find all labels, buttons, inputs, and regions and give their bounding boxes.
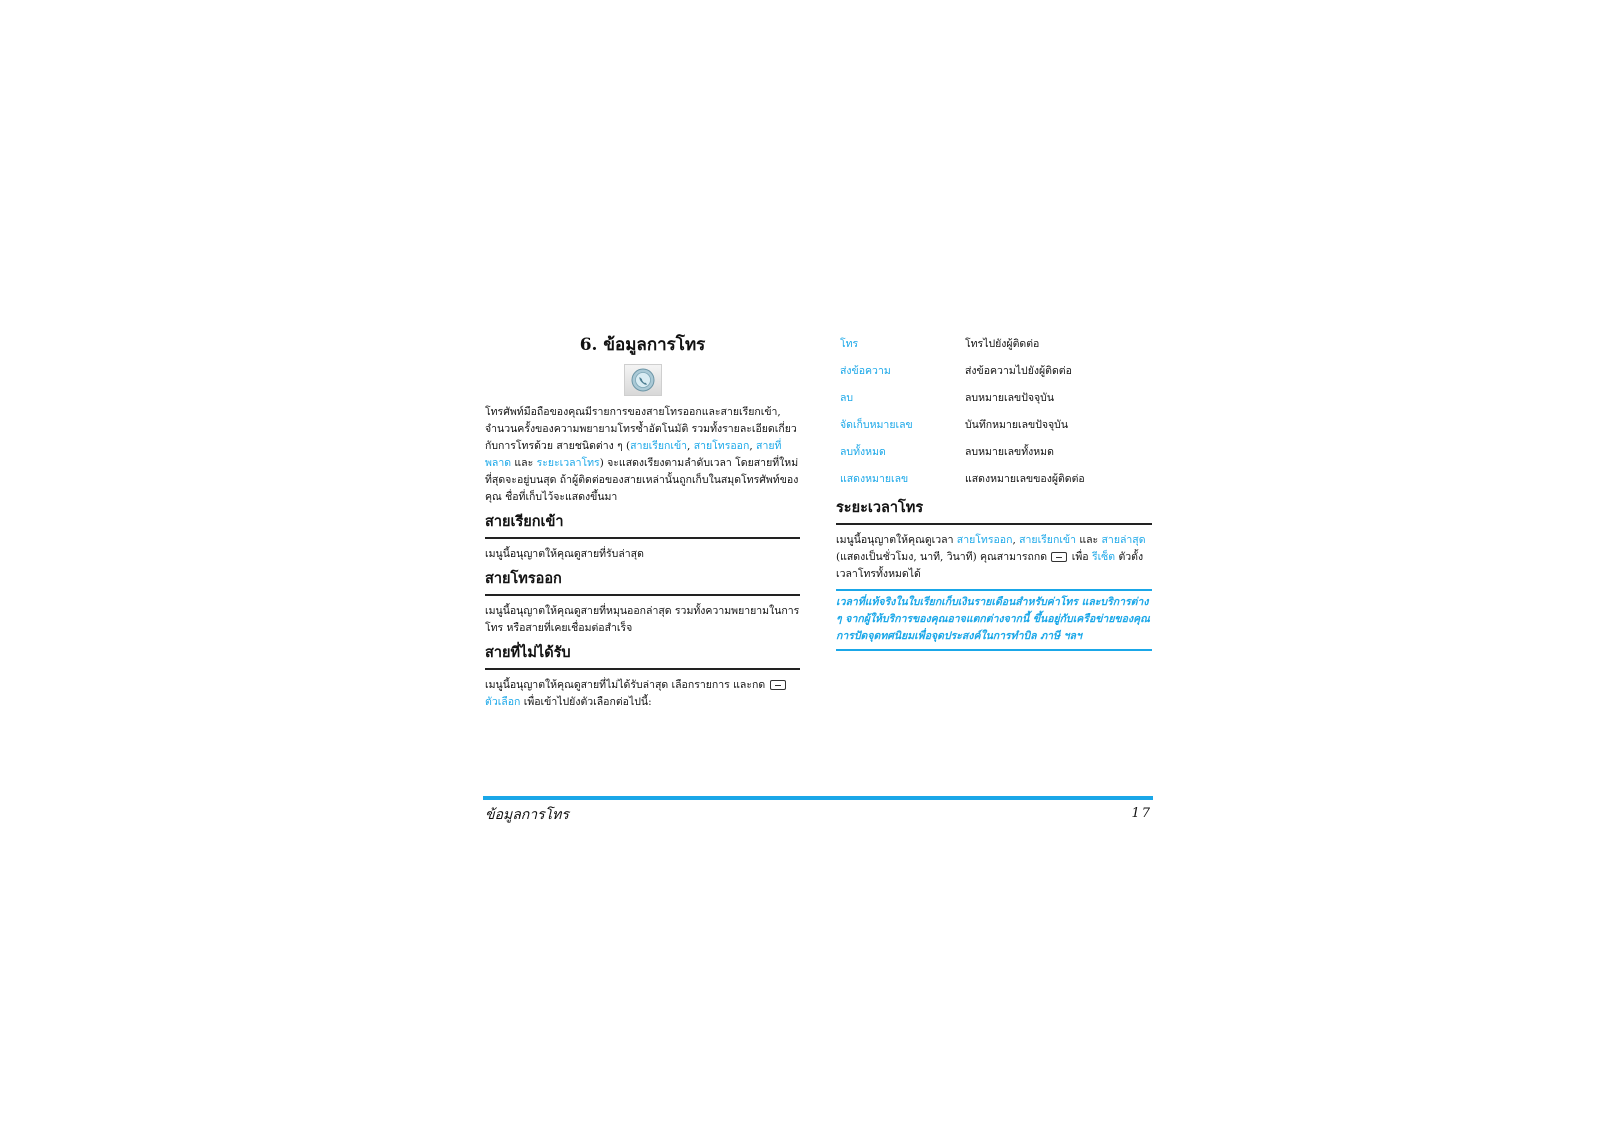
intro-text-2: ) จะแสดงเรียงตามลำดับเวลา โดยสายที่ใหม่ที่สุดจะอยู่บนสุด ถ้าผู้ติดต่อของสายเหล่านั้นถูกเก็บในสมุดโทรศัพท์ของคุณ ชื่อที่เก็บไว้จะแสดงขึ้นมา [485, 457, 799, 503]
page-number: 17 [1131, 806, 1152, 821]
note-box: เวลาที่แท้จริงในใบเรียกเก็บเงินรายเดือนสำหรับค่าโทร และบริการต่าง ๆ จากผู้ให้บริการของคุณอาจแตกต่างจากนี้ ขึ้นอยู่กับเครือข่ายของคุณ การปัดจุดทศนิยมเพื่อจุดประสงค์ในการทำบิล ภาษี ฯลฯ [836, 589, 1152, 651]
option-row[interactable] [836, 465, 1106, 492]
options-link[interactable]: ตัวเลือก [485, 696, 521, 708]
option-name[interactable]: จัดเก็บหมายเลข [840, 419, 913, 431]
option-description: แสดงหมายเลขของผู้ติดต่อ [965, 473, 1085, 485]
option-row[interactable] [836, 357, 1106, 384]
outgoing-calls-link[interactable]: สายโทรออก [693, 440, 750, 452]
option-row[interactable] [836, 438, 1106, 465]
options-table [836, 330, 1106, 492]
outgoing-calls-body: เมนูนี้อนุญาตให้คุณดูสายที่หมุนออกล่าสุด รวมทั้งความพยายามในการโทร หรือสายที่เคยเชื่อมต่อสำเร็จ [485, 605, 800, 634]
option-row[interactable] [836, 411, 1106, 438]
intro-sep-3: และ [511, 457, 537, 469]
intro-sep-1: , [687, 440, 694, 452]
incoming-calls-link[interactable]: สายเรียกเข้า [630, 440, 688, 452]
call-duration-heading: ระยะเวลาโทร [836, 497, 1152, 525]
duration-outgoing-link[interactable]: สายโทรออก [956, 534, 1013, 546]
option-name[interactable]: แสดงหมายเลข [840, 473, 909, 485]
option-name[interactable]: ลบ [840, 392, 854, 404]
duration-sep-2: และ [1075, 534, 1102, 546]
missed-calls-heading: สายที่ไม่ได้รับ [485, 642, 800, 670]
missed-calls-link[interactable]: สายที่พลาด [485, 440, 782, 469]
option-description: บันทึกหมายเลขปัจจุบัน [965, 419, 1069, 431]
intro-paragraph [485, 404, 800, 506]
option-description: ลบหมายเลขปัจจุบัน [965, 392, 1055, 404]
duration-text-1: เมนูนี้อนุญาตให้คุณดูเวลา [836, 534, 957, 546]
reset-link[interactable]: รีเซ็ต [1091, 551, 1116, 563]
right-column [836, 330, 1152, 651]
duration-incoming-link[interactable]: สายเรียกเข้า [1019, 534, 1076, 546]
chapter-title: 6. ข้อมูลการโทร [579, 335, 706, 355]
softkey-icon [1051, 552, 1067, 562]
duration-text-3: เพื่อ [1068, 551, 1092, 563]
incoming-calls-body: เมนูนี้อนุญาตให้คุณดูสายที่รับล่าสุด [485, 548, 644, 560]
call-duration-body [836, 532, 1152, 583]
option-row[interactable] [836, 384, 1106, 411]
duration-text-4: ตัวตั้งเวลาโทรทั้งหมดได้ [836, 551, 1144, 580]
intro-sep-2: , [749, 440, 757, 452]
option-name[interactable]: ส่งข้อความ [840, 365, 891, 377]
missed-body-text-2: เพื่อเข้าไปยังตัวเลือกต่อไปนี้: [520, 696, 652, 708]
option-description: โทรไปยังผู้ติดต่อ [965, 338, 1040, 350]
option-description: ส่งข้อความไปยังผู้ติดต่อ [965, 365, 1072, 377]
option-name[interactable]: ลบทั้งหมด [840, 446, 886, 458]
footer-section-title: ข้อมูลการโทร [485, 807, 569, 823]
intro-text-1: โทรศัพท์มือถือของคุณมีรายการของสายโทรออกและสายเรียกเข้า, จำนวนครั้งของความพยายามโทรซ้ำอัตโนมัติ รวมทั้งรายละเอียดเกี่ยวกับการโทรด้วย สายชนิดต่าง ๆ ( [485, 406, 797, 452]
call-duration-link[interactable]: ระยะเวลาโทร [536, 457, 600, 469]
incoming-calls-heading: สายเรียกเข้า [485, 511, 800, 539]
option-row[interactable] [836, 330, 1106, 357]
missed-calls-body [485, 677, 800, 711]
phone-log-icon [624, 364, 662, 396]
option-description: ลบหมายเลขทั้งหมด [965, 446, 1054, 458]
missed-body-text-1: เมนูนี้อนุญาตให้คุณดูสายที่ไม่ได้รับล่าสุด เลือกรายการ และกด [485, 679, 769, 691]
outgoing-calls-heading: สายโทรออก [485, 568, 800, 596]
footer-rule [483, 796, 1153, 800]
softkey-icon [770, 680, 786, 690]
duration-sep-1: , [1012, 534, 1020, 546]
option-name[interactable]: โทร [840, 338, 859, 350]
duration-text-2: (แสดงเป็นชั่วโมง, นาที, วินาที) คุณสามารถกด [836, 551, 1051, 563]
duration-latest-link[interactable]: สายล่าสุด [1101, 534, 1146, 546]
left-column [485, 330, 800, 711]
